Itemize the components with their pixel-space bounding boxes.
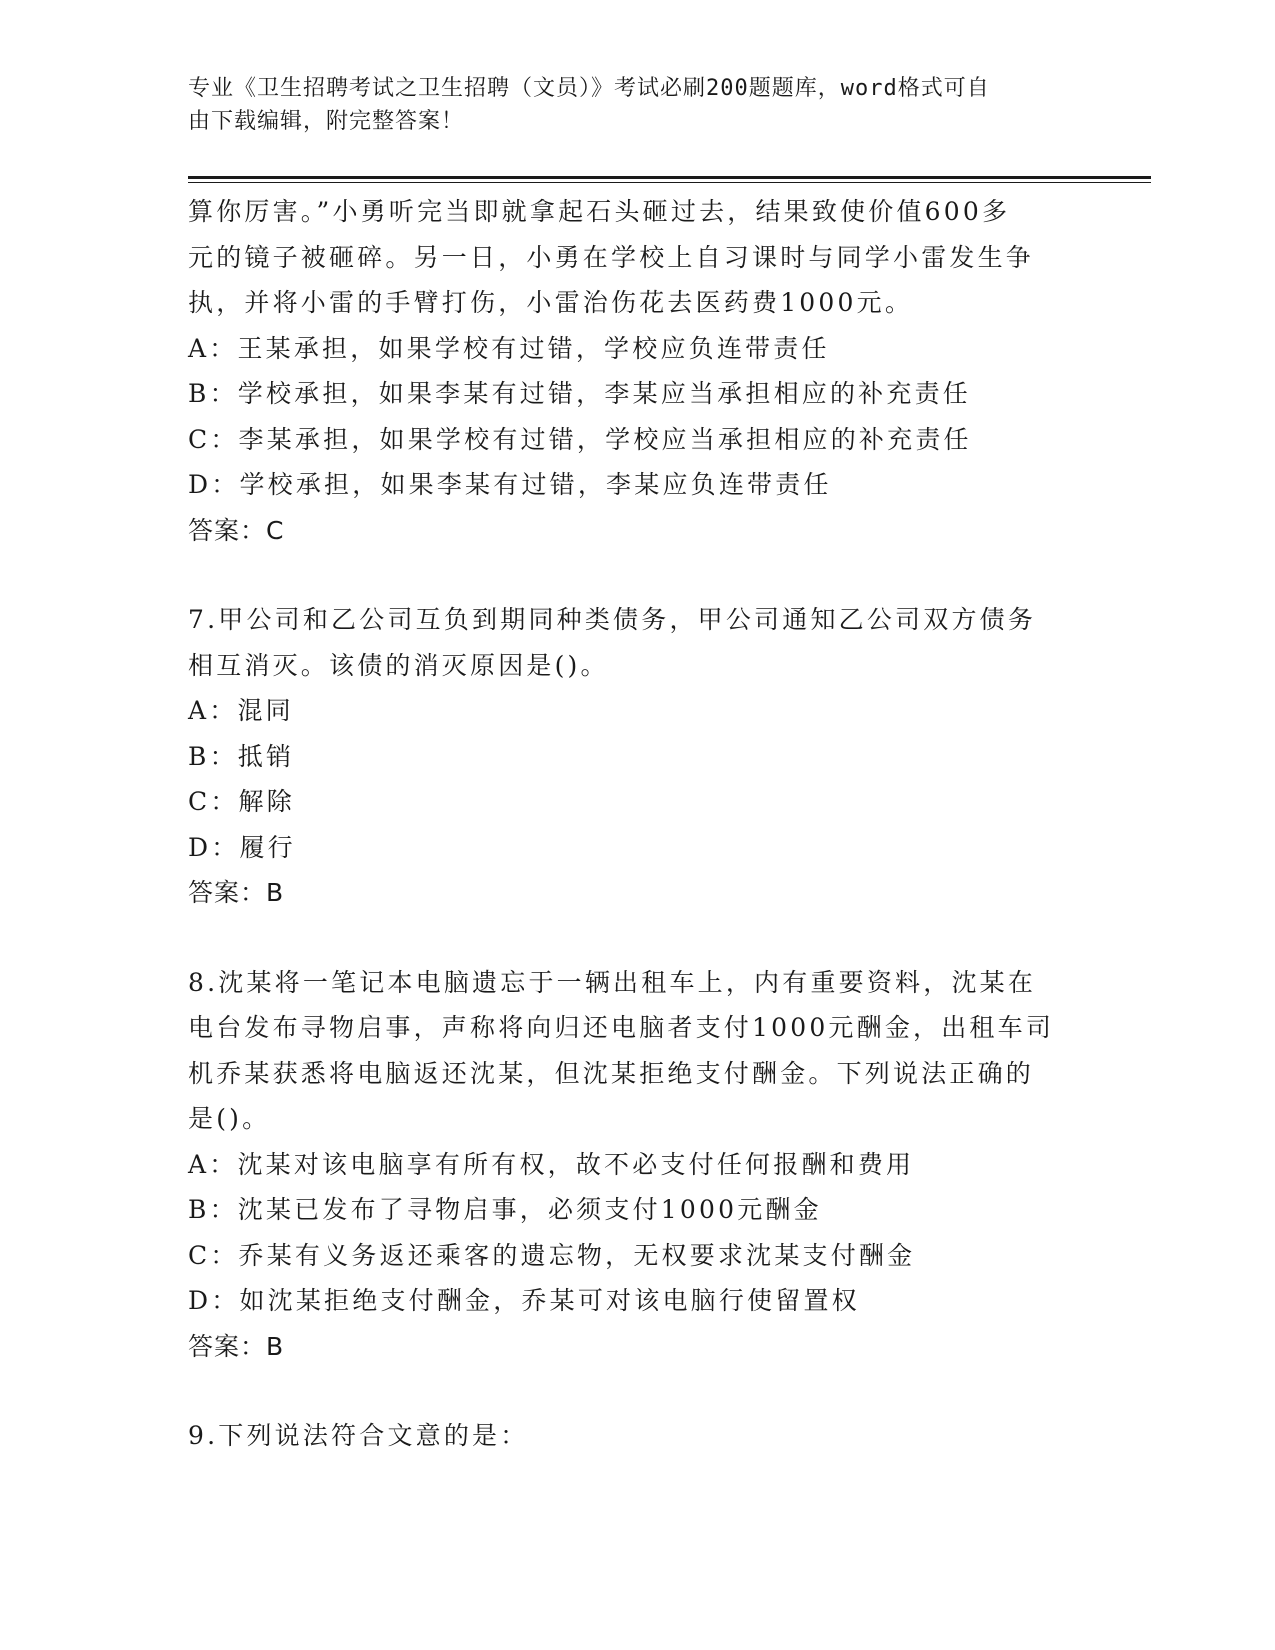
- option-b: B：沈某已发布了寻物启事，必须支付1000元酬金: [188, 1195, 822, 1224]
- question-text-line: 9.下列说法符合文意的是：: [188, 1421, 529, 1450]
- option-b: B：抵销: [188, 741, 295, 771]
- question-text-line: 电台发布寻物启事，声称将向归还电脑者支付1000元酬金，出租车司: [188, 1013, 1055, 1042]
- header-line-2: 由下载编辑，附完整答案！: [188, 109, 465, 134]
- document-header: [188, 72, 1068, 138]
- question-text-line: 算你厉害。”小勇听完当即就拿起石头砸过去，结果致使价值600多: [188, 197, 1011, 226]
- option-c: C：解除: [188, 787, 295, 816]
- question-text-line: 是()。: [188, 1104, 271, 1133]
- question-7: [188, 597, 1068, 916]
- option-c: C：李某承担，如果学校有过错，学校应当承担相应的补充责任: [188, 424, 972, 454]
- header-line-1: 专业《卫生招聘考试之卫生招聘（文员）》考试必刷200题题库，word格式可自: [188, 76, 990, 101]
- answer-line: 答案：C: [188, 515, 285, 545]
- question-6-continuation: [188, 189, 1068, 553]
- question-spacer: [188, 553, 1068, 597]
- option-d: D：如沈某拒绝支付酬金，乔某可对该电脑行使留置权: [188, 1286, 860, 1315]
- answer-line: 答案：B: [188, 1331, 285, 1361]
- header-divider-thin: [188, 182, 1151, 183]
- option-a: A：混同: [188, 696, 294, 725]
- option-a: A：王某承担，如果学校有过错，学校应负连带责任: [188, 333, 830, 363]
- question-8: [188, 960, 1068, 1370]
- option-d: D：学校承担，如果李某有过错，李某应负连带责任: [188, 470, 832, 499]
- question-text-line: 元的镜子被砸碎。另一日，小勇在学校上自习课时与同学小雷发生争: [188, 242, 1035, 272]
- option-c: C：乔某有义务返还乘客的遗忘物，无权要求沈某支付酬金: [188, 1240, 916, 1270]
- question-spacer: [188, 916, 1068, 960]
- answer-line: 答案：B: [188, 878, 285, 907]
- question-text-line: 机乔某获悉将电脑返还沈某，但沈某拒绝支付酬金。下列说法正确的: [188, 1058, 1035, 1088]
- question-spacer: [188, 1369, 1068, 1413]
- question-text-line: 7.甲公司和乙公司互负到期同种类债务，甲公司通知乙公司双方债务: [188, 605, 1037, 634]
- option-b: B：学校承担，如果李某有过错，李某应当承担相应的补充责任: [188, 379, 971, 408]
- header-divider-thick: [188, 176, 1151, 179]
- question-text-line: 相互消灭。该债的消灭原因是()。: [188, 650, 609, 680]
- question-9: [188, 1413, 1068, 1459]
- question-text-line: 8.沈某将一笔记本电脑遗忘于一辆出租车上，内有重要资料，沈某在: [188, 967, 1037, 997]
- question-text-line: 执，并将小雷的手臂打伤，小雷治伤花去医药费1000元。: [188, 288, 914, 317]
- option-a: A：沈某对该电脑享有所有权，故不必支付任何报酬和费用: [188, 1149, 915, 1179]
- option-d: D：履行: [188, 832, 296, 862]
- document-body: [188, 189, 1068, 1459]
